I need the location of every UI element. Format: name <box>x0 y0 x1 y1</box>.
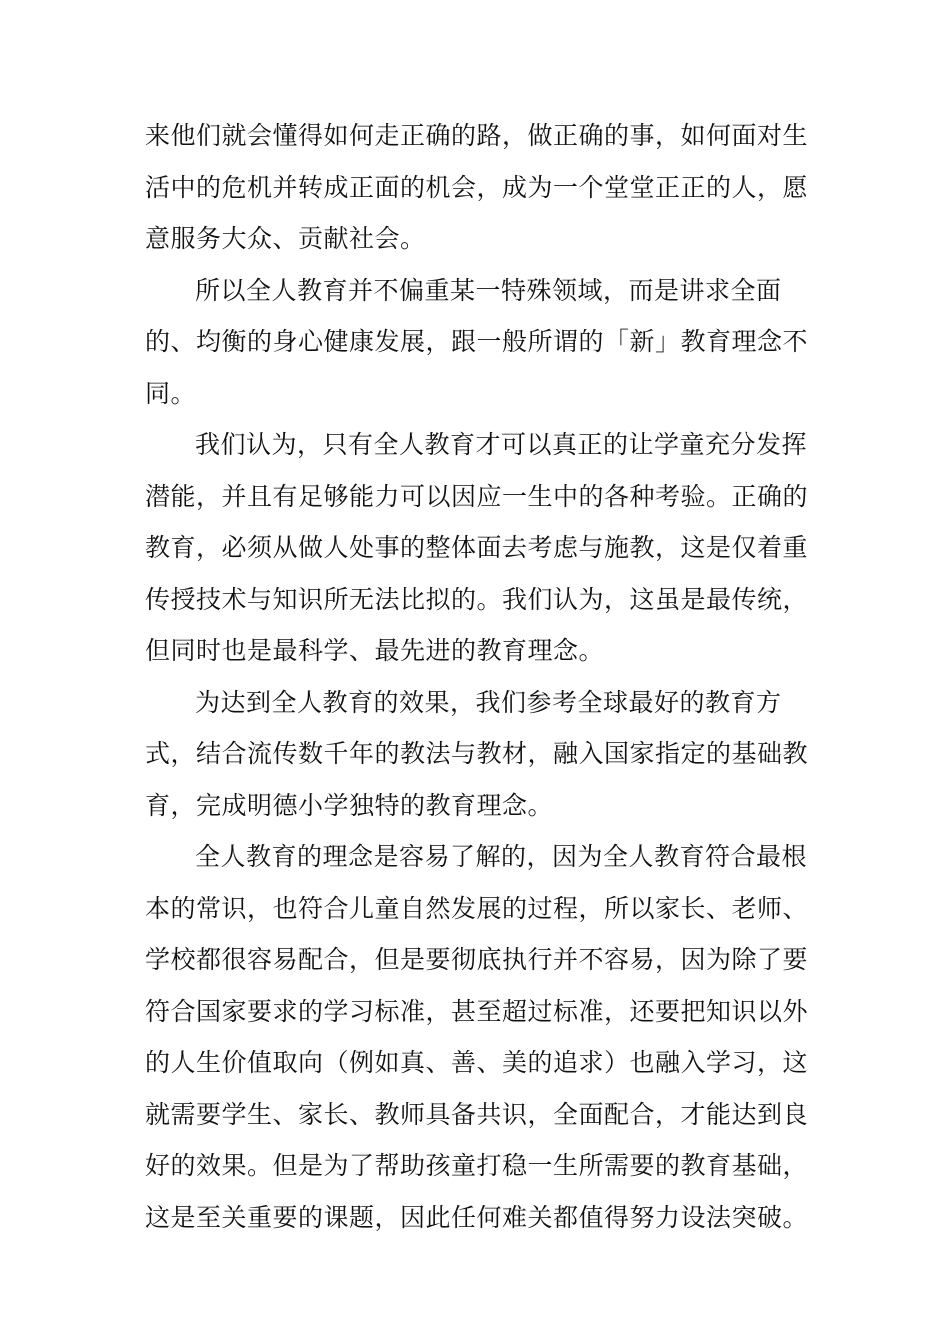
text-line: 来他们就会懂得如何走正确的路，做正确的事，如何面对生 <box>145 121 809 150</box>
text-line: 同。 <box>145 378 197 408</box>
text-line: 传授技术与知识所无法比拟的。我们认为，这虽是最传统， <box>145 584 809 614</box>
text-line: 的、均衡的身心健康发展，跟一般所谓的「新」教育理念不 <box>145 327 809 356</box>
paragraph-4 <box>145 677 815 832</box>
text-line: 就需要学生、家长、教师具备共识，全面配合，才能达到良 <box>145 1099 809 1129</box>
text-line: 的人生价值取向（例如真、善、美的追求）也融入学习，这 <box>145 1048 809 1077</box>
text-line: 活中的危机并转成正面的机会，成为一个堂堂正正的人，愿 <box>145 172 809 202</box>
text-line: 教育，必须从做人处事的整体面去考虑与施教，这是仅着重 <box>145 533 809 562</box>
text-line: 好的效果。但是为了帮助孩童打稳一生所需要的教育基础， <box>145 1151 809 1180</box>
text-line: 育，完成明德小学独特的教育理念。 <box>145 790 554 820</box>
text-line: 所以全人教育并不偏重某一特殊领域，而是讲求全面 <box>195 275 782 305</box>
text-line: 式，结合流传数千年的教法与教材，融入国家指定的基础教 <box>145 739 809 768</box>
text-line: 但同时也是最科学、最先进的教育理念。 <box>145 636 605 665</box>
text-line: 本的常识，也符合儿童自然发展的过程，所以家长、老师、 <box>145 893 809 923</box>
paragraph-3 <box>145 419 815 677</box>
document-body <box>145 110 815 1243</box>
text-line: 全人教育的理念是容易了解的，因为全人教育符合最根 <box>195 842 808 871</box>
text-line: 符合国家要求的学习标准，甚至超过标准，还要把知识以外 <box>145 996 809 1026</box>
text-line: 这是至关重要的课题，因此任何难关都值得努力设法突破。 <box>145 1202 809 1232</box>
text-line: 我们认为，只有全人教育才可以真正的让学童充分发挥 <box>195 430 808 459</box>
text-line: 意服务大众、贡献社会。 <box>145 224 426 253</box>
paragraph-2 <box>145 265 815 420</box>
paragraph-5 <box>145 831 815 1243</box>
text-line: 学校都很容易配合，但是要彻底执行并不容易，因为除了要 <box>145 945 809 974</box>
paragraph-1 <box>145 110 815 265</box>
text-line: 潜能，并且有足够能力可以因应一生中的各种考验。正确的 <box>145 481 809 511</box>
text-line: 为达到全人教育的效果，我们参考全球最好的教育方 <box>195 687 782 717</box>
